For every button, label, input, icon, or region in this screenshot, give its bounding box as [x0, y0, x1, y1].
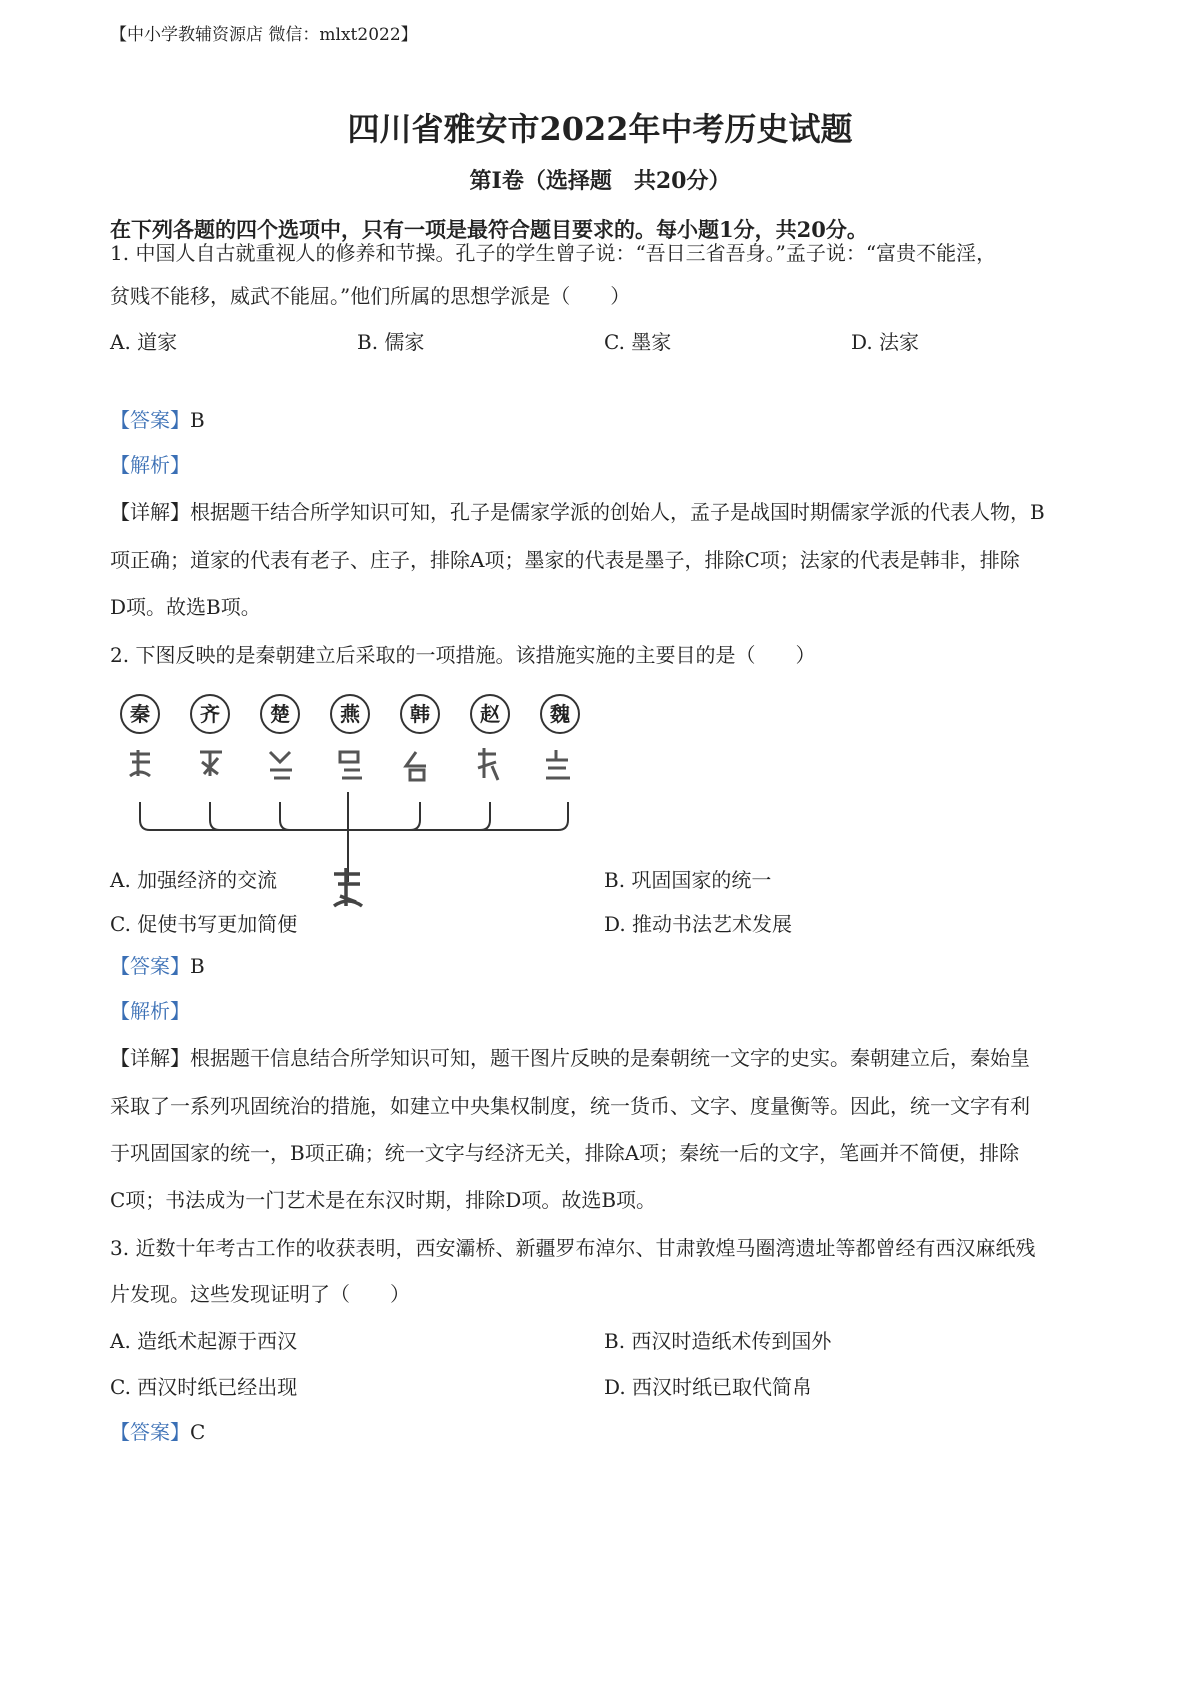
glyph-wei [546, 750, 570, 778]
bracket-tick-3 [280, 802, 290, 830]
glyph-unified-qin [334, 868, 362, 906]
q3-option-b: B. 西汉时造纸术传到国外 [604, 1329, 832, 1353]
header-note: 【中小学教辅资源店 微信：mlxt2022】 [110, 25, 418, 45]
bracket-tick-5 [410, 802, 420, 830]
q2-answer-value: B [190, 954, 205, 978]
answer-label: 【答案】 [110, 954, 190, 978]
state-name-label: 燕 [340, 702, 360, 726]
q1-answer [110, 405, 1100, 435]
glyph-zhao [478, 748, 498, 780]
glyph-han [406, 752, 426, 780]
state-name-label: 秦 [130, 702, 150, 726]
q2-detail-line-2: 采取了一系列巩固统治的措施，如建立中央集权制度，统一货币、文字、度量衡等。因此，统一文字有利 [110, 1094, 1030, 1118]
q1-detail-line-3: D项。故选B项。 [110, 595, 261, 619]
glyph-qi [200, 752, 222, 776]
q2-answer [110, 951, 1100, 981]
q1-stem-line-2: 贫贱不能移，威武不能屈。”他们所属的思想学派是（ ） [110, 284, 631, 308]
q3-stem-line-2: 片发现。这些发现证明了（ ） [110, 1282, 410, 1306]
detail-label: 【详解】 [110, 1046, 190, 1070]
glyph-qin [130, 750, 150, 776]
q2-detail-line-1 [110, 1043, 1100, 1073]
q2-option-b: B. 巩固国家的统一 [604, 868, 772, 892]
q2-detail-text-1: 根据题干信息结合所学知识可知，题干图片反映的是秦朝统一文字的史实。秦朝建立后，秦始皇 [190, 1046, 1030, 1070]
glyph-chu [270, 752, 292, 778]
analysis-label: 【解析】 [110, 453, 190, 477]
state-name-label: 魏 [550, 702, 570, 726]
answer-label: 【答案】 [110, 1420, 190, 1444]
q3-option-c: C. 西汉时纸已经出现 [110, 1375, 298, 1399]
q2-option-a: A. 加强经济的交流 [110, 868, 278, 892]
state-name-label: 齐 [200, 702, 220, 726]
q3-option-a: A. 造纸术起源于西汉 [110, 1329, 298, 1353]
q1-answer-value: B [190, 408, 205, 432]
q2-stem: 2. 下图反映的是秦朝建立后采取的一项措施。该措施实施的主要目的是（ ） [110, 643, 816, 667]
glyph-row [130, 748, 570, 780]
page-title: 四川省雅安市2022年中考历史试题 [347, 110, 853, 148]
q2-option-c: C. 促使书写更加简便 [110, 912, 298, 936]
q1-option-a: A. 道家 [110, 330, 178, 354]
q2-analysis [110, 996, 1100, 1026]
analysis-label: 【解析】 [110, 999, 190, 1023]
q1-option-b: B. 儒家 [357, 330, 425, 354]
q3-option-d: D. 西汉时纸已取代简帛 [604, 1375, 813, 1399]
q1-detail-line-1 [110, 497, 1100, 527]
q1-detail-text-1: 根据题干结合所学知识可知，孔子是儒家学派的创始人，孟子是战国时期儒家学派的代表人物，B [190, 500, 1045, 524]
state-name-label: 赵 [480, 702, 500, 726]
q3-answer [110, 1417, 1100, 1447]
q2-detail-line-4: C项；书法成为一门艺术是在东汉时期，排除D项。故选B项。 [110, 1188, 657, 1212]
q2-detail-line-3: 于巩固国家的统一，B项正确；统一文字与经济无关，排除A项；秦统一后的文字，笔画并不简便，排除 [110, 1141, 1020, 1165]
q1-option-d: D. 法家 [851, 330, 920, 354]
detail-label: 【详解】 [110, 500, 190, 524]
q1-option-c: C. 墨家 [604, 330, 672, 354]
state-name-label: 韩 [410, 702, 430, 726]
q1-analysis [110, 450, 1100, 480]
q1-detail-line-2: 项正确；道家的代表有老子、庄子，排除A项；墨家的代表是墨子，排除C项；法家的代表是韩非，排除 [110, 548, 1020, 572]
q2-option-d: D. 推动书法艺术发展 [604, 912, 793, 936]
bracket-tick-6 [480, 802, 490, 830]
section-subtitle: 第Ⅰ卷（选择题 共20分） [469, 168, 731, 194]
answer-label: 【答案】 [110, 408, 190, 432]
bracket-bar [140, 802, 568, 830]
section-instruction: 在下列各题的四个选项中，只有一项是最符合题目要求的。每小题1分，共20分。 [110, 217, 868, 242]
state-name-label: 楚 [270, 702, 290, 726]
q3-stem-line-1: 3. 近数十年考古工作的收获表明，西安灞桥、新疆罗布淖尔、甘肃敦煌马圈湾遗址等都曾经有西汉麻纸残 [110, 1236, 1036, 1260]
glyph-yan [340, 752, 362, 778]
bracket-tick-2 [210, 802, 220, 830]
q3-answer-value: C [190, 1420, 206, 1444]
q1-stem-line-1: 1. 中国人自古就重视人的修养和节操。孔子的学生曾子说：“吾日三省吾身。”孟子说：“富贵不能淫， [110, 241, 997, 265]
